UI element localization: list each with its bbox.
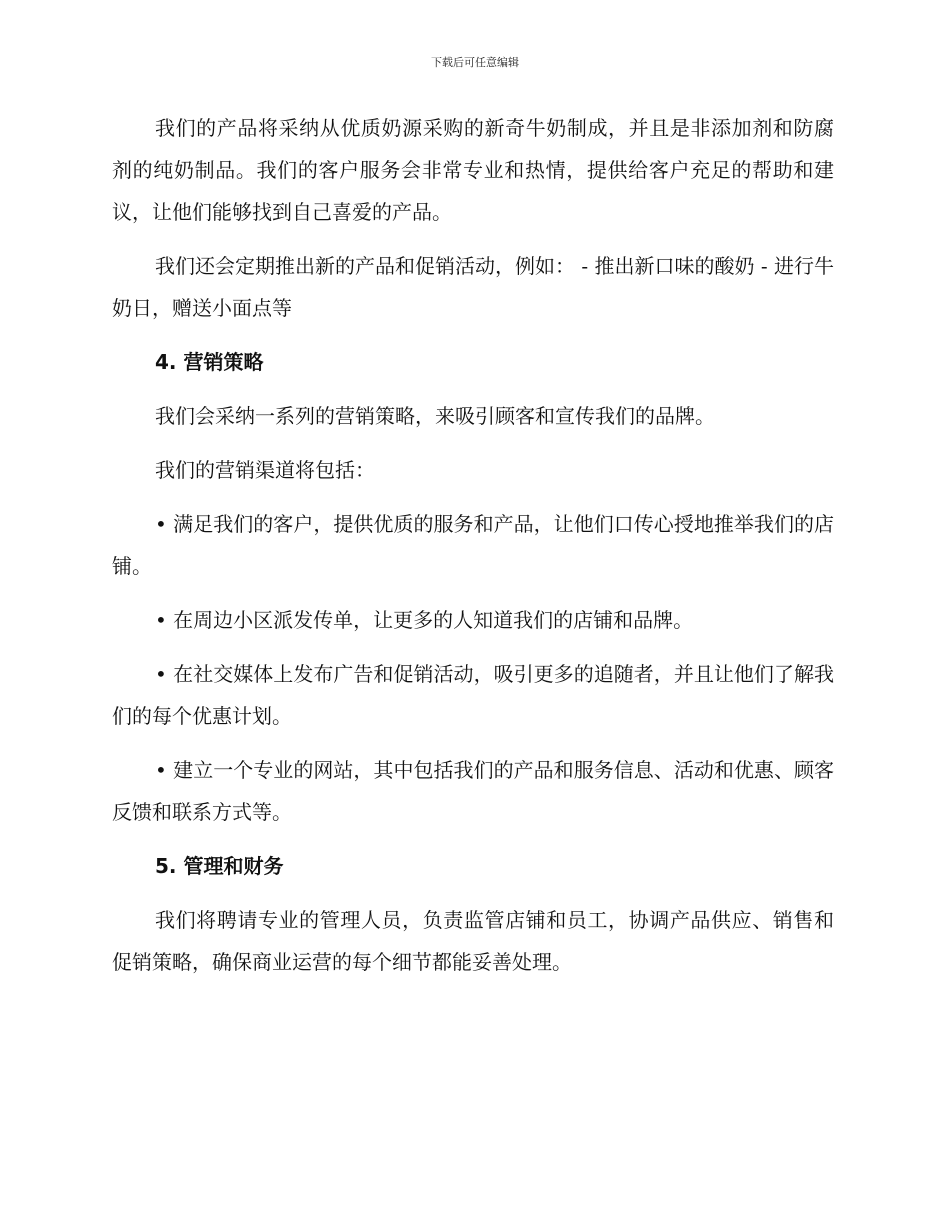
paragraph-product-description: 我们的产品将采纳从优质奶源采购的新奇牛奶制成，并且是非添加剂和防腐剂的纯奶制品。我们的客户服务会非常专业和热情，提供给客户充足的帮助和建议，让他们能够找到自己喜爱的产品。 xyxy=(112,116,834,224)
document-body xyxy=(112,107,834,995)
paragraph-promotions: 我们还会定期推出新的产品和促销活动，例如： - 推出新口味的酸奶 - 进行牛奶日，赠送小面点等 xyxy=(112,254,834,320)
page-header: 下载后可任意编辑 xyxy=(431,56,519,69)
paragraph-management-body: 我们将聘请专业的管理人员，负责监管店铺和员工，协调产品供应、销售和促销策略，确保商业运营的每个细节都能妥善处理。 xyxy=(112,908,834,974)
bullet-item-website: • 建立一个专业的网站，其中包括我们的产品和服务信息、活动和优惠、顾客反馈和联系方式等。 xyxy=(112,758,834,824)
bullet-item-flyers: • 在周边小区派发传单，让更多的人知道我们的店铺和品牌。 xyxy=(155,608,694,632)
paragraph-marketing-intro: 我们会采纳一系列的营销策略，来吸引顾客和宣传我们的品牌。 xyxy=(155,404,715,428)
bullet-item-word-of-mouth: • 满足我们的客户，提供优质的服务和产品，让他们口传心授地推举我们的店铺。 xyxy=(112,512,834,578)
section-heading-management: 5. 管理和财务 xyxy=(155,854,284,878)
bullet-item-social-media: • 在社交媒体上发布广告和促销活动，吸引更多的追随者，并且让他们了解我们的每个优惠计划。 xyxy=(112,662,834,728)
paragraph-marketing-channels-label: 我们的营销渠道将包括： xyxy=(155,458,375,482)
section-heading-marketing: 4. 营销策略 xyxy=(155,350,264,374)
